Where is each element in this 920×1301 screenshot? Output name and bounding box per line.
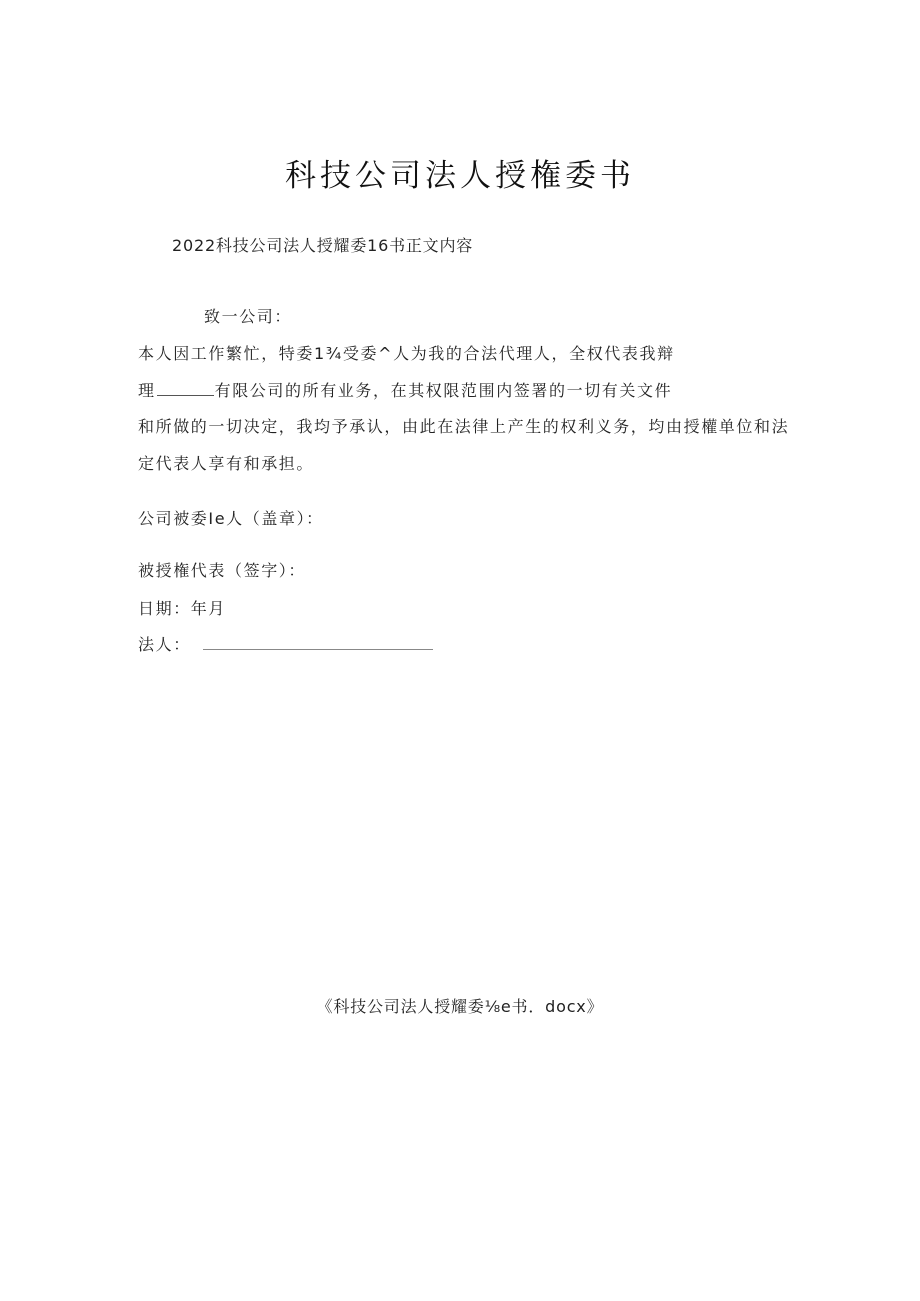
legal-person-row [138, 632, 433, 655]
company-seal-label: 公司被委Ie人（盖章）： [138, 509, 324, 528]
body-line-2-suffix: 有限公司的所有业务，在其权限范围内签署的一切有关文件 [214, 381, 673, 400]
legal-person-label: 法人： [138, 635, 191, 654]
body-line-3: 和所做的一切决定，我均予承认，由此在法律上产生的权利义务，均由授權单位和法 [138, 417, 790, 436]
body-line-2-prefix: 理 [138, 381, 156, 400]
legal-person-blank [203, 634, 433, 650]
body-line-4: 定代表人享有和承担。 [138, 454, 315, 473]
document-footer: 《科技公司法人授耀委⅛e书．docx》 [316, 997, 604, 1016]
date-label: 日期：年月 [138, 599, 227, 618]
representative-signature-label: 被授権代表（签字）： [138, 561, 307, 580]
body-line-1: 本人因工作繁忙，特委1¾受委^人为我的合法代理人，全权代表我辩 [138, 344, 675, 363]
company-name-blank [157, 380, 214, 396]
body-line-2 [138, 378, 672, 401]
document-title: 科技公司法人授権委书 [285, 158, 635, 194]
document-subtitle: 2022科技公司法人授耀委16书正文内容 [172, 236, 474, 255]
recipient-line: 致一公司： [204, 307, 293, 326]
